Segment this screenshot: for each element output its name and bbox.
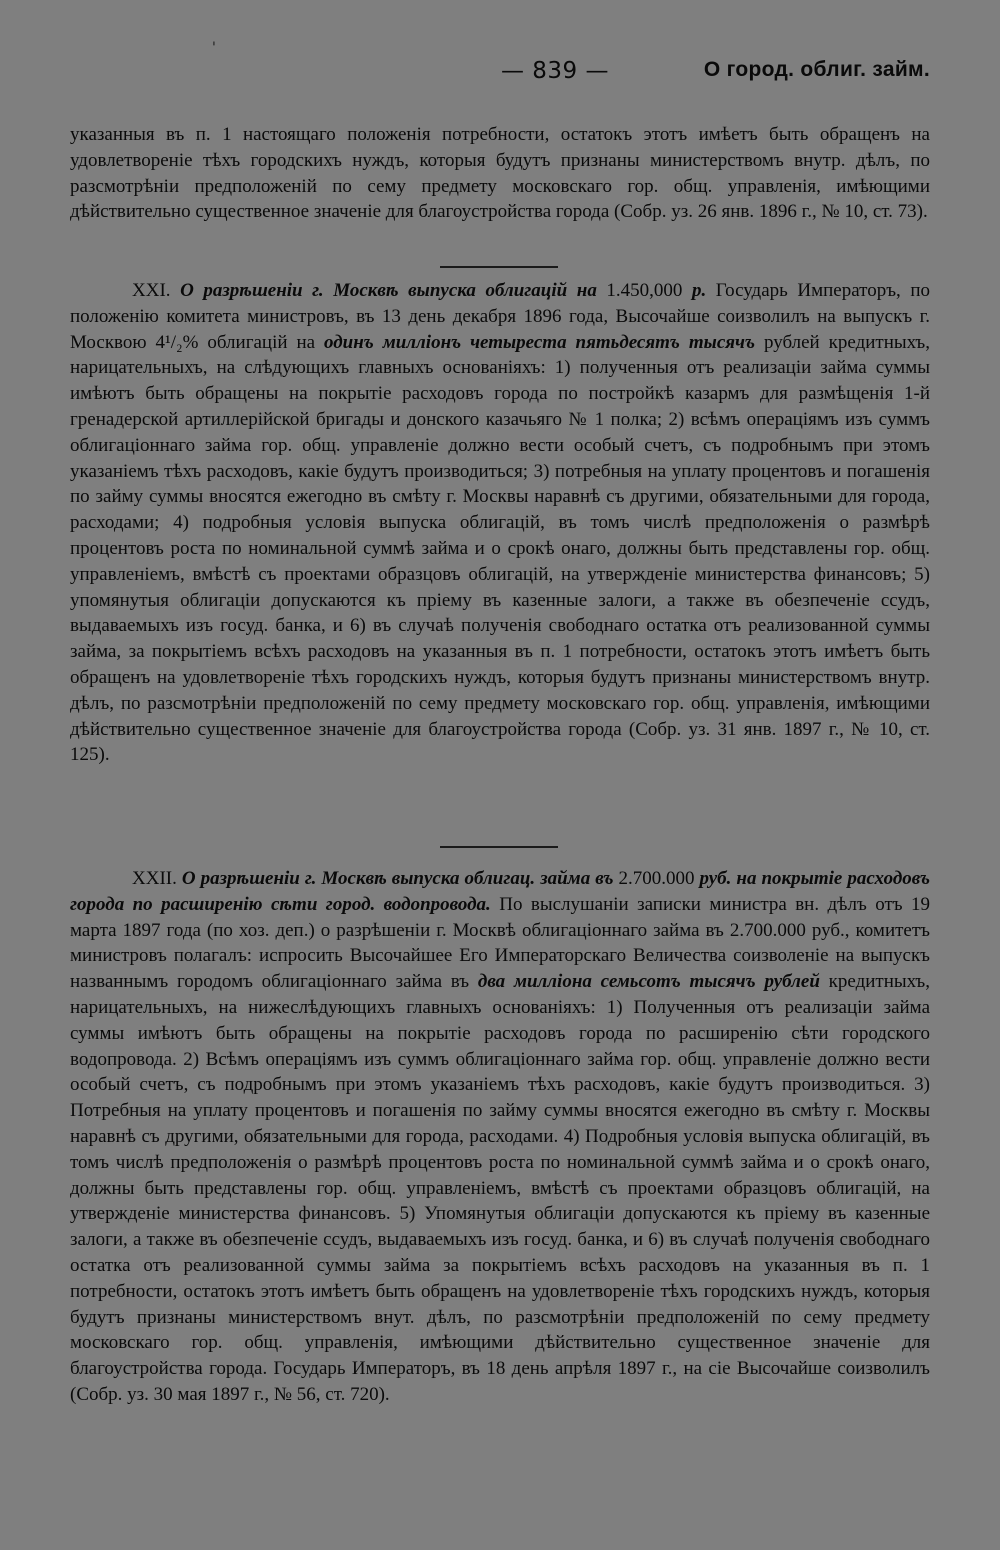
intro-paragraph xyxy=(70,122,930,225)
section-xxii-amount-words: два милліона семьсотъ тысячъ рублей xyxy=(477,971,820,993)
section-xxii-amount: 2.700.000 xyxy=(618,868,695,889)
section-xxi xyxy=(70,278,930,768)
page-number: — 839 — xyxy=(500,58,610,84)
section-xxi-amount-words: одинъ милліонъ четыреста пятьдесятъ тысячъ xyxy=(324,331,756,353)
section-xxi-title: О разрѣшеніи г. Москвѣ выпуска облигацій на xyxy=(180,280,597,301)
section-xxii-paragraph xyxy=(70,866,930,1408)
section-xxi-paragraph xyxy=(70,278,930,768)
section-xxii-text-1: По выслушаніи записки министра вн. дѣлъ отъ 19 марта 1897 года (по хоз. деп.) о разрѣшеніи г. Москвѣ облигаціоннаго займа въ 2.700.000 руб., комитетъ министровъ полагалъ: испросить Высочайшее Его Императорскаго Величества соизволеніе на выпускъ названнымъ городомъ облигаціоннаго займа въ xyxy=(70,893,931,993)
section-xxii xyxy=(70,866,930,1408)
section-xxii-number: XXII. xyxy=(132,868,177,889)
section-xxi-currency: р. xyxy=(691,280,707,301)
running-title: О город. облиг. займ. xyxy=(703,58,930,81)
section-xxi-text-1: Государь Императоръ, по положенію комитета министровъ, въ 13 день декабря 1896 года, Высочайше соизволилъ на выпускъ г. Москвою 4¹/₂% облигацій на xyxy=(70,280,931,353)
section-xxii-title-2: руб. на покрытіе расходовъ города по расширенію сѣти город. водопровода. xyxy=(70,868,931,915)
stray-mark: ' xyxy=(212,40,216,56)
section-xxi-text-2: рублей кредитныхъ, нарицательныхъ, на слѣдующихъ главныхъ основаніяхъ: 1) полученныя отъ реализаціи займа суммы имѣютъ быть обращены на покрытіе расходовъ города по постройкѣ казармъ для размѣщенія 1-й гренадерской артиллерійской бригады и донского казачьяго № 1 полка; 2) всѣмъ операціямъ изъ суммъ облигаціоннаго займа гор. общ. управленіе должно вести особый счетъ, съ подробнымъ при этомъ указаніемъ тѣхъ расходовъ, какіе будутъ производиться; 3) потребныя на уплату процентовъ и погашенія по займу суммы вносятся ежегодно въ смѣту г. Москвы наравнѣ съ другими, обязательными для города, расходами; 4) подробныя условія выпуска облигацій, въ томъ числѣ предположенія о размѣрѣ процентовъ роста по номинальной суммѣ займа и о срокѣ онаго, должны быть представлены гор. общ. управленіемъ, вмѣстѣ съ проектами образцовъ облигацій, на утвержденіе министерства финансовъ; 5) упомянутыя облигаціи допускаются къ пріему въ казенные залоги, а также въ обезпеченіе ссудъ, выдаваемыхъ изъ госуд. банка, и 6) въ случаѣ полученія свободнаго остатка отъ реализованной суммы займа, за покрытіемъ всѣхъ расходовъ на указанныя въ п. 1 потребности, остатокъ этотъ имѣетъ быть обращенъ на удовлетвореніе тѣхъ городскихъ нуждъ, которыя будутъ признаны министерствомъ внутр. дѣлъ, по разсмотрѣніи предположеній по сему предмету московскаго гор. общ. управленія, имѣющими дѣйствительно существенное значеніе для благоустройства города (Собр. уз. 31 янв. 1897 г., № 10, ст. 125). xyxy=(70,331,930,766)
section-xxii-text-2: кредитныхъ, нарицательныхъ, на нижеслѣдующихъ главныхъ основаніяхъ: 1) Полученныя отъ реализаціи займа суммы имѣютъ быть обращены на покрытіе расходовъ города по расширенію сѣти городского водопровода. 2) Всѣмъ операціямъ изъ суммъ облигаціоннаго займа гор. общ. управленіе должно вести особый счетъ, съ подробнымъ при этомъ указаніемъ тѣхъ расходовъ, какіе будутъ производиться. 3) Потребныя на уплату процентовъ и погашенія по займу суммы вносятся ежегодно въ смѣту г. Москвы наравнѣ съ другими, обязательными для города, расходами. 4) Подробныя условія выпуска облигацій, въ томъ числѣ предположенія о размѣрѣ процентовъ роста по номинальной суммѣ займа и о срокѣ онаго, должны быть представлены гор. общ. управленіемъ, вмѣстѣ съ проектами образцовъ облигацій, на утвержденіе министерства финансовъ. 5) Упомянутыя облигаціи допускаются къ пріему въ казенные залоги, а также въ обезпеченіе ссудъ, выдаваемыхъ изъ госуд. банка, и 6) въ случаѣ полученія свободнаго остатка отъ реализованной суммы займа за покрытіемъ всѣхъ расходовъ на указанныя въ п. 1 потребности, остатокъ этотъ имѣетъ быть обращенъ на удовлетвореніе тѣхъ городскихъ нуждъ, которыя будутъ признаны министерствомъ внут. дѣлъ, по разсмотрѣніи предположеній по сему предмету московскаго гор. общ. управленія, имѣющими дѣйствительно существенное значеніе для благоустройства города. Государь Императоръ, въ 18 день апрѣля 1897 г., на сіе Высочайше соизволилъ (Собр. уз. 30 мая 1897 г., № 56, ст. 720). xyxy=(70,971,931,1405)
page-header xyxy=(70,58,930,92)
section-xxi-number: XXI. xyxy=(132,280,171,301)
section-divider xyxy=(440,266,558,268)
intro-text: указанныя въ п. 1 настоящаго положенія потребности, остатокъ этотъ имѣетъ быть обращенъ на удовлетвореніе тѣхъ городскихъ нуждъ, которыя будутъ признаны министерствомъ внутр. дѣлъ, по разсмотрѣніи предположеній по сему предмету московскаго гор. общ. управленія, имѣющими дѣйствительно существенное значеніе для благоустройства города (Собр. уз. 26 янв. 1896 г., № 10, ст. 73). xyxy=(70,124,930,223)
section-xxii-title-1: О разрѣшеніи г. Москвѣ выпуска облигац. займа въ xyxy=(181,868,614,889)
section-xxi-amount: 1.450,000 xyxy=(606,280,683,301)
section-divider xyxy=(440,846,558,848)
